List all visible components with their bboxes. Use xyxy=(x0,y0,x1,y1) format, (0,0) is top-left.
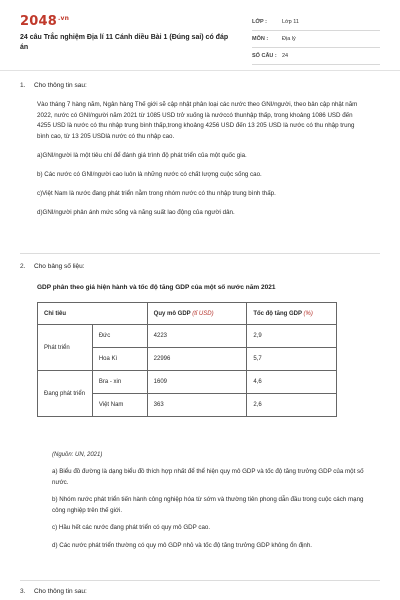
country-cell: Việt Nam xyxy=(92,394,147,417)
meta-info xyxy=(252,14,380,65)
growth-cell: 2,6 xyxy=(247,394,337,417)
table-source: (Nguồn: UN, 2021) xyxy=(52,452,103,458)
header-divider xyxy=(0,70,400,71)
option-a: a) Biểu đồ đường là dạng biểu đồ thích hợp nhất để thể hiện quy mô GDP và tốc độ tăng trưởng GDP của một số nước. xyxy=(52,468,364,486)
option-d: d) Các nước phát triển thường có quy mô GDP nhỏ và tốc độ tăng trưởng GDP không ổn định. xyxy=(52,541,312,549)
group-cell: Đang phát triển xyxy=(38,371,93,417)
gdp-cell: 1609 xyxy=(147,371,247,394)
question-divider xyxy=(20,580,380,581)
site-logo[interactable]: $2048^{.vn}$ xyxy=(20,14,70,29)
question-header: 2. Cho bảng số liệu: xyxy=(20,263,85,270)
growth-cell: 4,6 xyxy=(247,371,337,394)
option-c: c) Hầu hết các nước đang phát triển có quy mô GDP cao. xyxy=(52,524,211,531)
country-cell: Bra - xin xyxy=(92,371,147,394)
growth-cell: 5,7 xyxy=(247,348,337,371)
question-2 xyxy=(20,263,380,291)
gdp-cell: 4223 xyxy=(147,325,247,348)
question-divider xyxy=(20,253,380,254)
column-header: Tốc độ tăng GDP (%) xyxy=(247,303,337,325)
table-header-row xyxy=(38,303,337,325)
table-row xyxy=(38,371,337,394)
gdp-table xyxy=(37,302,337,417)
growth-cell: 2,9 xyxy=(247,325,337,348)
country-cell: Đức xyxy=(92,325,147,348)
column-header: Chỉ tiêu xyxy=(38,303,148,325)
question-3 xyxy=(20,588,380,598)
option-c: c)Việt Nam là nước đang phát triển nằm trong nhóm nước có thu nhập trung bình thấp. xyxy=(37,190,276,197)
gdp-cell: 363 xyxy=(147,394,247,417)
meta-row-class: LỚP : Lớp 11 xyxy=(252,14,380,31)
gdp-cell: 22996 xyxy=(147,348,247,371)
column-header: Quy mô GDP (tỉ USD) xyxy=(147,303,247,325)
question-2-answers xyxy=(20,452,380,551)
table-title: GDP phân theo giá hiện hành và tốc độ tăng GDP của một số nước năm 2021 xyxy=(37,284,276,291)
option-b: b) Nhóm nước phát triển tiến hành công nghiệp hóa từ sớm và thường tiên phong dẫn đầu trong cuộc cách mạng công nghiệp trên thế giới. xyxy=(52,496,364,514)
meta-row-subject: MÔN : Địa lý xyxy=(252,31,380,48)
group-cell: Phát triển xyxy=(38,325,93,371)
question-header: 1. Cho thông tin sau: xyxy=(20,82,87,89)
option-a: a)GNI/người là một tiêu chí để đánh giá trình độ phát triển của một quốc gia. xyxy=(37,152,247,159)
option-b: b) Các nước có GNI/người cao luôn là những nước có chất lượng cuộc sống cao. xyxy=(37,171,262,178)
meta-row-count: SỐ CÂU : 24 xyxy=(252,48,380,65)
question-passage: Vào tháng 7 hàng năm, Ngân hàng Thế giới sẽ cập nhật phân loại các nước theo GNI/người, theo bản cập nhật năm 2022, nước có GNI/người năm 2021 từ 1085 USD trở xuống là nướccó thunhập thấp, trong khoảng 1086 USD đến 4255 USD là nước có thu nhập trung bình thấp,trong khoảng 4256 USD đến 13 205 USD là nước có thu nhập trung bình cao, từ 13 205 USDlà nước có thu nhập cao. xyxy=(37,101,358,140)
question-header: 3. Cho thông tin sau: xyxy=(20,588,87,595)
country-cell: Hoa Kì xyxy=(92,348,147,371)
page-title: 24 câu Trắc nghiệm Địa lí 11 Cánh diều Bài 1 (Đúng sai) có đáp án xyxy=(20,34,229,51)
table-row xyxy=(38,325,337,348)
document-header xyxy=(20,10,380,66)
option-d: d)GNI/người phản ánh mức sống và năng suất lao động của người dân. xyxy=(37,209,235,216)
question-1 xyxy=(20,82,380,218)
